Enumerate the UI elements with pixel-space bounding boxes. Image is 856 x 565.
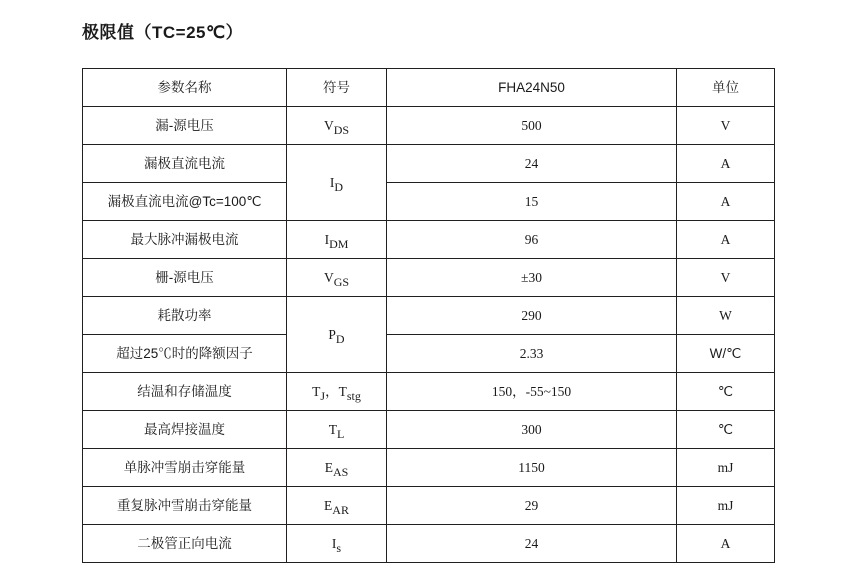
symbol-base: V — [323, 117, 334, 133]
row-value: ±30 — [387, 259, 677, 297]
column-header-partnumber: FHA24N50 — [387, 69, 677, 107]
symbol-base: V — [323, 269, 334, 285]
row-unit: ℃ — [677, 411, 775, 449]
symbol-base-2: T — [338, 383, 347, 399]
column-header-parameter: 参数名称 — [83, 69, 287, 107]
row-symbol — [287, 297, 387, 373]
symbol-subscript: AS — [332, 464, 349, 479]
symbol-subscript: GS — [333, 274, 350, 289]
row-parameter: 栅-源电压 — [83, 259, 287, 297]
row-value: 300 — [387, 411, 677, 449]
symbol-base: I — [324, 231, 330, 247]
symbol-base: E — [324, 459, 333, 475]
symbol-separator: ， — [325, 383, 339, 399]
symbol-subscript: DM — [329, 236, 349, 251]
table-row — [83, 259, 775, 297]
symbol-base: I — [329, 174, 335, 190]
symbol-subscript: DS — [333, 122, 350, 137]
table-row — [83, 335, 775, 373]
column-header-unit: 单位 — [677, 69, 775, 107]
row-unit: A — [677, 183, 775, 221]
symbol-subscript: L — [336, 426, 345, 441]
row-symbol — [287, 449, 387, 487]
row-unit: V — [677, 259, 775, 297]
row-parameter: 漏-源电压 — [83, 107, 287, 145]
row-unit: ℃ — [677, 373, 775, 411]
row-value: 96 — [387, 221, 677, 259]
row-parameter: 结温和存储温度 — [83, 373, 287, 411]
symbol-subscript: D — [335, 331, 345, 346]
row-symbol — [287, 525, 387, 563]
absolute-maximum-ratings-table — [82, 68, 775, 563]
row-unit: W — [677, 297, 775, 335]
table-header-row — [83, 69, 775, 107]
symbol-subscript-2: stg — [346, 388, 361, 403]
row-parameter: 重复脉冲雪崩击穿能量 — [83, 487, 287, 525]
row-parameter: 单脉冲雪崩击穿能量 — [83, 449, 287, 487]
table-row — [83, 373, 775, 411]
row-unit: A — [677, 221, 775, 259]
table-row — [83, 297, 775, 335]
symbol-base: T — [328, 421, 337, 437]
row-unit: mJ — [677, 487, 775, 525]
row-unit: mJ — [677, 449, 775, 487]
row-value: 29 — [387, 487, 677, 525]
row-unit: A — [677, 145, 775, 183]
symbol-subscript: s — [336, 540, 342, 555]
row-parameter: 耗散功率 — [83, 297, 287, 335]
table-row — [83, 487, 775, 525]
table-row — [83, 221, 775, 259]
row-value: 24 — [387, 525, 677, 563]
row-parameter: 二极管正向电流 — [83, 525, 287, 563]
row-symbol — [287, 107, 387, 145]
row-value: 24 — [387, 145, 677, 183]
row-symbol — [287, 411, 387, 449]
page-title: 极限值（TC=25℃） — [82, 23, 244, 42]
table-row — [83, 525, 775, 563]
row-value: 2.33 — [387, 335, 677, 373]
table-row — [83, 145, 775, 183]
row-symbol — [287, 259, 387, 297]
table-row — [83, 449, 775, 487]
row-value: 150，-55~150 — [387, 373, 677, 411]
row-unit: W/℃ — [677, 335, 775, 373]
symbol-base: T — [312, 383, 321, 399]
symbol-base: I — [331, 535, 337, 551]
symbol-subscript: J — [320, 388, 326, 403]
row-symbol — [287, 487, 387, 525]
table-row — [83, 411, 775, 449]
row-value: 290 — [387, 297, 677, 335]
row-parameter: 最大脉冲漏极电流 — [83, 221, 287, 259]
row-symbol — [287, 145, 387, 221]
column-header-symbol: 符号 — [287, 69, 387, 107]
row-parameter: 漏极直流电流@Tc=100℃ — [83, 183, 287, 221]
symbol-base: E — [324, 497, 333, 513]
row-symbol — [287, 373, 387, 411]
row-value: 15 — [387, 183, 677, 221]
table-row — [83, 107, 775, 145]
row-value: 500 — [387, 107, 677, 145]
table-row — [83, 183, 775, 221]
absolute-maximum-ratings-table-wrapper — [82, 68, 774, 563]
symbol-subscript: D — [334, 179, 344, 194]
row-value: 1150 — [387, 449, 677, 487]
row-parameter: 超过25℃时的降额因子 — [83, 335, 287, 373]
row-unit: A — [677, 525, 775, 563]
row-unit: V — [677, 107, 775, 145]
row-parameter: 最高焊接温度 — [83, 411, 287, 449]
symbol-subscript: AR — [332, 502, 349, 517]
symbol-base: P — [328, 326, 336, 342]
row-parameter: 漏极直流电流 — [83, 145, 287, 183]
row-symbol — [287, 221, 387, 259]
